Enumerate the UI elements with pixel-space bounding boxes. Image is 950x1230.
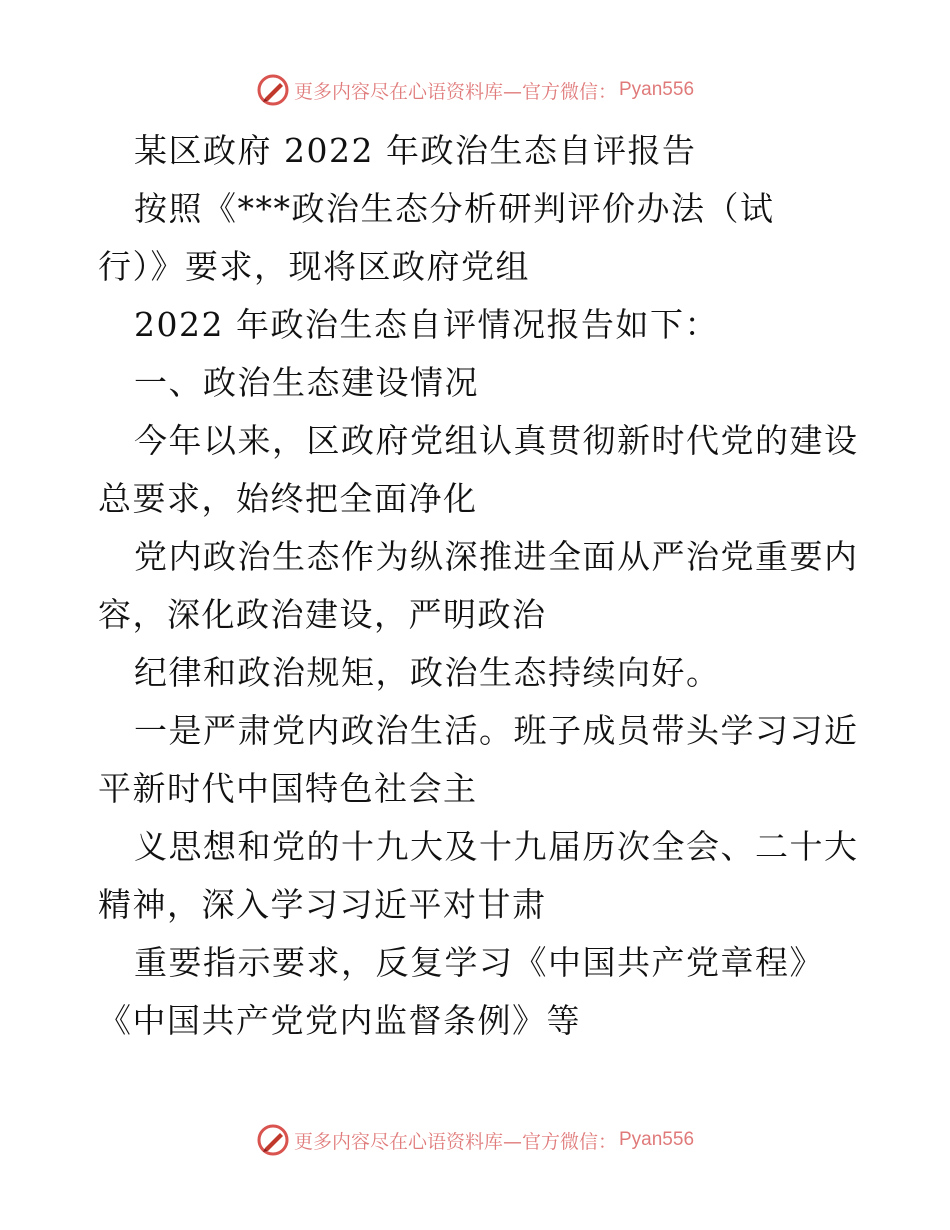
- section-heading: 一、政治生态建设情况: [134, 363, 479, 402]
- paragraph-line: 平新时代中国特色社会主: [98, 769, 478, 808]
- paragraph-line: 容，深化政治建设，严明政治: [98, 595, 547, 634]
- paragraph-line: 重要指示要求，反复学习《中国共产党章程》: [134, 943, 824, 982]
- paragraph-line: 义思想和党的十九大及十九届历次全会、二十大: [134, 827, 859, 866]
- paragraph-line: 今年以来，区政府党组认真贯彻新时代党的建设: [134, 421, 859, 460]
- paragraph-line: 一是严肃党内政治生活。班子成员带头学习习近: [134, 711, 859, 750]
- paragraph-line: 《中国共产党党内监督条例》等: [98, 1001, 581, 1040]
- paragraph-line: 党内政治生态作为纵深推进全面从严治党重要内: [134, 537, 859, 576]
- watermark-text: 更多内容尽在心语资料库—官方微信：: [293, 1130, 617, 1153]
- paragraph-line: 按照《***政治生态分析研判评价办法（试: [134, 189, 775, 228]
- footer-watermark: [0, 1120, 950, 1160]
- watermark-text: 更多内容尽在心语资料库—官方微信：: [293, 80, 617, 103]
- pen-logo-icon: [256, 1123, 290, 1157]
- paragraph-line: 精神，深入学习习近平对甘肃: [98, 885, 547, 924]
- paragraph-line: 总要求，始终把全面净化: [98, 479, 478, 518]
- document-title: 某区政府 2022 年政治生态自评报告: [134, 131, 697, 170]
- paragraph-line: 行）》要求，现将区政府党组: [98, 247, 530, 286]
- pen-logo-icon: [256, 73, 290, 107]
- document-body: [98, 122, 858, 1050]
- paragraph-line: 2022 年政治生态自评情况报告如下：: [134, 305, 719, 344]
- header-watermark: [0, 70, 950, 110]
- watermark-account: Pyan556: [619, 1129, 695, 1150]
- paragraph-line: 纪律和政治规矩，政治生态持续向好。: [134, 653, 721, 692]
- watermark-account: Pyan556: [619, 79, 695, 100]
